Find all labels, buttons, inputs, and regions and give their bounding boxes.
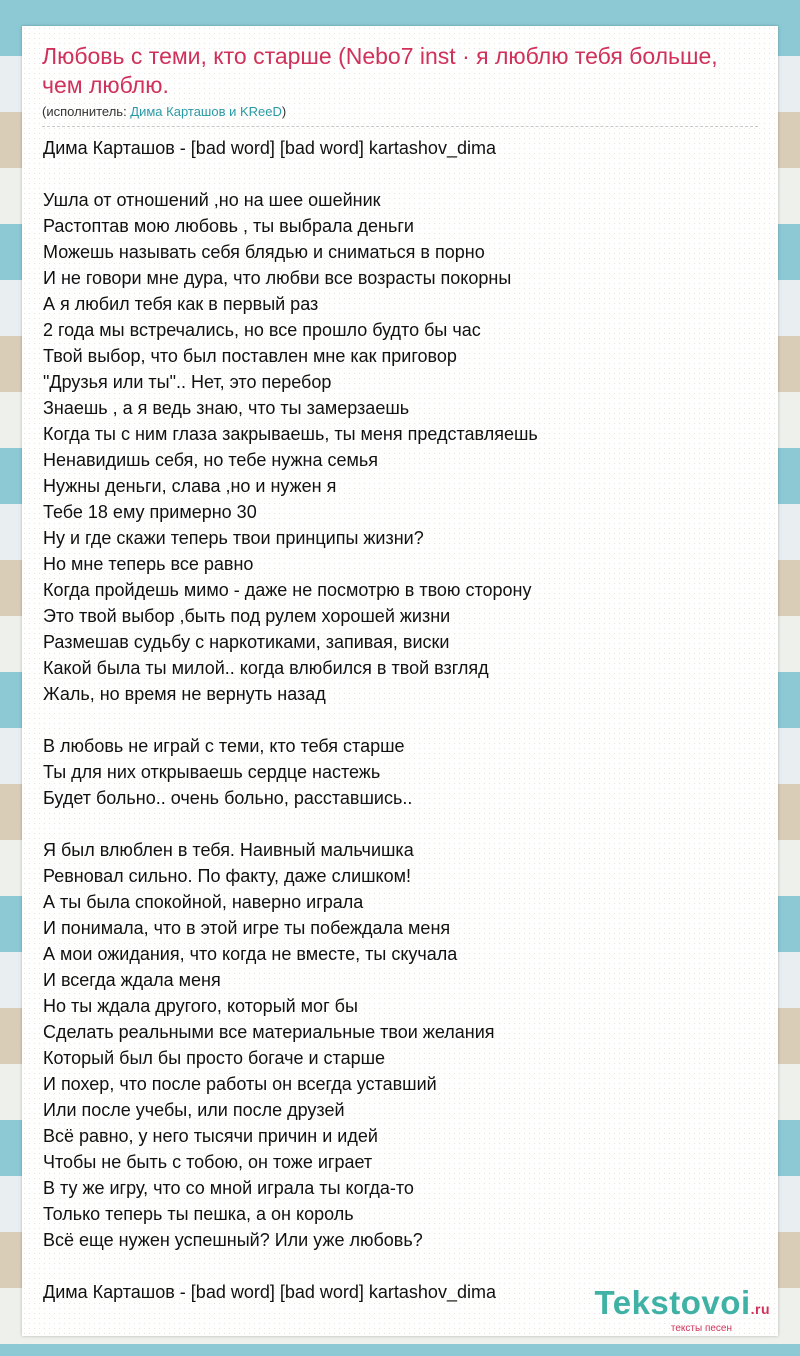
lyric-line: Знаешь , а я ведь знаю, что ты замерзаешь <box>43 398 410 418</box>
lyric-line: Дима Карташов - [bad word] [bad word] kartashov_dima <box>43 138 496 158</box>
logo-tagline: тексты песен <box>670 1323 732 1334</box>
song-title: Любовь с теми, кто старше (Nebo7 inst · я люблю тебя больше, чем люблю. <box>42 43 718 98</box>
lyric-line <box>43 1253 763 1279</box>
lyric-line: А мои ожидания, что когда не вместе, ты скучала <box>43 944 458 964</box>
lyric-line: Твой выбор, что был поставлен мне как приговор <box>43 346 457 366</box>
lyric-line: Или после учебы, или после друзей <box>43 1100 345 1120</box>
lyric-line: Ты для них открываешь сердце настежь <box>43 762 381 782</box>
lyric-line <box>43 161 763 187</box>
lyric-line: Всё еще нужен успешный? Или уже любовь? <box>43 1230 423 1250</box>
lyric-line: "Друзья или ты".. Нет, это перебор <box>43 372 332 392</box>
lyric-line: Жаль, но время не вернуть назад <box>43 684 326 704</box>
lyric-line: Когда пройдешь мимо - даже не посмотрю в твою сторону <box>43 580 532 600</box>
lyric-line: Ненавидишь себя, но тебе нужна семья <box>43 450 378 470</box>
lyric-line: И понимала, что в этой игре ты побеждала меня <box>43 918 451 938</box>
lyrics-page <box>22 26 778 1336</box>
lyrics-text <box>43 135 763 1305</box>
lyric-line: Размешав судьбу с наркотиками, запивая, виски <box>43 632 450 652</box>
lyric-line: Ревновал сильно. По факту, даже слишком! <box>43 866 412 886</box>
artist-link[interactable]: Дима Карташов и KReeD <box>130 104 282 119</box>
lyric-line: Тебе 18 ему примерно 30 <box>43 502 257 522</box>
lyric-line: Но мне теперь все равно <box>43 554 254 574</box>
lyric-line <box>43 707 763 733</box>
lyric-line: Я был влюблен в тебя. Наивный мальчишка <box>43 840 414 860</box>
page-header <box>42 42 762 119</box>
site-logo[interactable] <box>595 1285 770 1334</box>
lyric-line: Сделать реальными все материальные твои желания <box>43 1022 495 1042</box>
lyric-line: Чтобы не быть с тобою, он тоже играет <box>43 1152 373 1172</box>
artist-line <box>42 104 762 119</box>
artist-prefix: (исполнитель: <box>42 104 131 119</box>
lyric-line: Но ты ждала другого, который мог бы <box>43 996 358 1016</box>
lyric-line: Можешь называть себя блядью и сниматься в порно <box>43 242 485 262</box>
artist-suffix: ) <box>281 104 287 119</box>
lyric-line: Ушла от отношений ,но на шее ошейник <box>43 190 381 210</box>
logo-wordmark <box>595 1285 770 1327</box>
lyric-line: Нужны деньги, слава ,но и нужен я <box>43 476 337 496</box>
lyric-line: Это твой выбор ,быть под рулем хорошей жизни <box>43 606 451 626</box>
lyric-line: Всё равно, у него тысячи причин и идей <box>43 1126 378 1146</box>
lyric-line: В любовь не играй с теми, кто тебя старше <box>43 736 405 756</box>
lyric-line: Который был бы просто богаче и старше <box>43 1048 386 1068</box>
lyric-line: Дима Карташов - [bad word] [bad word] kartashov_dima <box>43 1282 496 1302</box>
lyric-line <box>43 811 763 837</box>
lyric-line: Только теперь ты пешка, а он король <box>43 1204 354 1224</box>
header-divider <box>42 126 758 127</box>
lyric-line: Когда ты с ним глаза закрываешь, ты меня представляешь <box>43 424 538 444</box>
lyric-line: И всегда ждала меня <box>43 970 221 990</box>
lyric-line: 2 года мы встречались, но все прошло будто бы час <box>43 320 481 340</box>
lyric-line: Будет больно.. очень больно, расставшись.. <box>43 788 413 808</box>
lyric-line: И похер, что после работы он всегда уставший <box>43 1074 437 1094</box>
lyric-line: А ты была спокойной, наверно играла <box>43 892 364 912</box>
lyric-line: А я любил тебя как в первый раз <box>43 294 319 314</box>
lyric-line: Растоптав мою любовь , ты выбрала деньги <box>43 216 414 236</box>
lyric-line: Какой была ты милой.. когда влюбился в твой взгляд <box>43 658 489 678</box>
logo-name: Tekstovoi <box>594 1284 751 1321</box>
lyric-line: Ну и где скажи теперь твои принципы жизни? <box>43 528 424 548</box>
lyric-line: В ту же игру, что со мной играла ты когда-то <box>43 1178 414 1198</box>
lyric-line: И не говори мне дура, что любви все возрасты покорны <box>43 268 512 288</box>
logo-tld: .ru <box>750 1301 770 1317</box>
